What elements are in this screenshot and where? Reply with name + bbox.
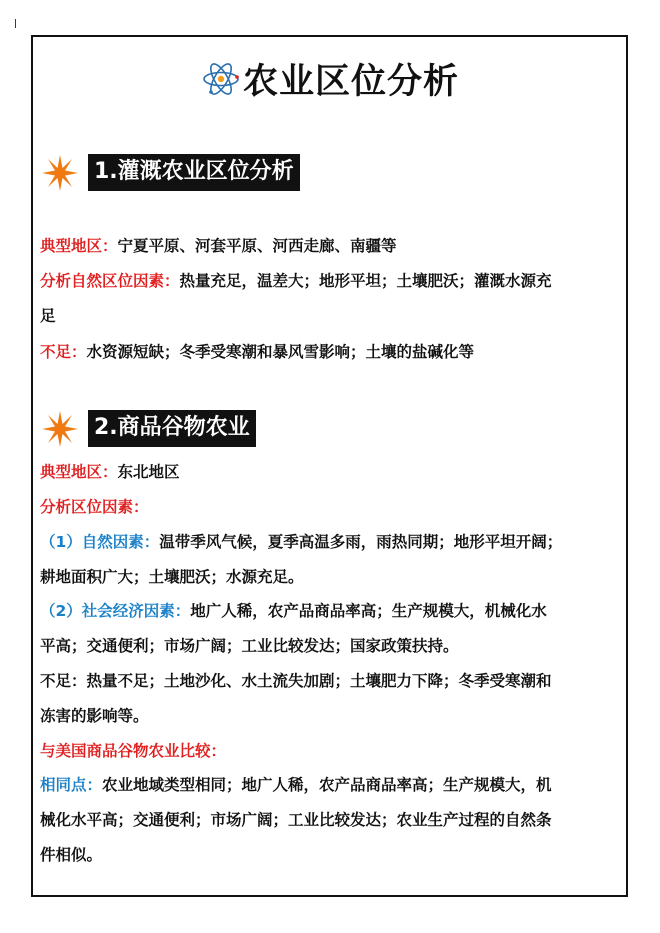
s1-factors-text-1: 热量充足，温差大；地形平坦；土壤肥沃；灌溉水源充: [179, 272, 552, 290]
s1-factors-line: [40, 270, 625, 292]
s1-factors-text-2: 足: [40, 307, 56, 325]
s1-factors-line-2: [40, 305, 625, 327]
s2-same-line-3: [40, 844, 625, 866]
s2-same-line-2: [40, 809, 625, 831]
s2-social-text-1: 地广人稀，农产品商品率高；生产规模大，机械化水: [190, 602, 547, 620]
s1-typical-line: [40, 235, 625, 257]
s1-factors-label: 分析自然区位因素：: [40, 272, 180, 290]
s2-same-label: 相同点：: [40, 776, 103, 794]
s2-compare-label: 与美国商品谷物农业比较：: [40, 742, 227, 760]
s2-same-text-3: 件相似。: [40, 846, 103, 864]
s2-social-line-2: [40, 635, 625, 657]
s2-same-text-1: 农业地域类型相同；地广人稀，农产品商品率高；生产规模大，机: [102, 776, 552, 794]
title-bar: [0, 54, 660, 104]
s2-shortage-text-1: 不足：热量不足；土地沙化、水土流失加剧；土壤肥力下降；冬季受寒潮和: [40, 672, 552, 690]
s2-natural-label: （1）自然因素：: [40, 533, 160, 551]
starburst-icon: [42, 411, 78, 447]
s2-factors-label: 分析区位因素：: [40, 498, 149, 516]
s1-typical-text: 宁夏平原、河套平原、河西走廊、南疆等: [117, 237, 397, 255]
s2-social-line-1: [40, 600, 625, 622]
s2-shortage-text-2: 冻害的影响等。: [40, 707, 149, 725]
s2-compare-line: [40, 740, 625, 762]
s2-same-text-2: 械化水平高；交通便利；市场广阔；工业比较发达；农业生产过程的自然条: [40, 811, 552, 829]
s2-typical-label: 典型地区：: [40, 463, 118, 481]
s2-natural-line-2: [40, 566, 625, 588]
page-title: 农业区位分析: [242, 62, 459, 102]
s2-social-text-2: 平高；交通便利；市场广阔；工业比较发达；国家政策扶持。: [40, 637, 459, 655]
section-1-heading: [42, 154, 300, 191]
s2-factors-heading-line: [40, 496, 625, 518]
s1-shortage-line: [40, 341, 625, 363]
s2-social-label: （2）社会经济因素：: [40, 602, 191, 620]
s2-shortage-line-2: [40, 705, 625, 727]
s2-natural-text-1: 温带季风气候，夏季高温多雨，雨热同期；地形平坦开阔；: [159, 533, 563, 551]
s1-shortage-text: 水资源短缺；冬季受寒潮和暴风雪影响；土壤的盐碱化等: [86, 343, 475, 361]
s1-typical-label: 典型地区：: [40, 237, 118, 255]
section-2-title: 2.商品谷物农业: [88, 410, 256, 447]
s2-typical-line: [40, 461, 625, 483]
s2-natural-text-2: 耕地面积广大；土壤肥沃；水源充足。: [40, 568, 304, 586]
s2-natural-line-1: [40, 531, 625, 553]
corner-mark: ꟾ: [14, 20, 17, 31]
atom-icon: [201, 59, 241, 99]
s1-shortage-label: 不足：: [40, 343, 87, 361]
section-2-heading: [42, 410, 256, 447]
s2-same-line-1: [40, 774, 625, 796]
section-1-title: 1.灌溉农业区位分析: [88, 154, 300, 191]
starburst-icon: [42, 155, 78, 191]
s2-typical-text: 东北地区: [117, 463, 180, 481]
s2-shortage-line-1: [40, 670, 625, 692]
